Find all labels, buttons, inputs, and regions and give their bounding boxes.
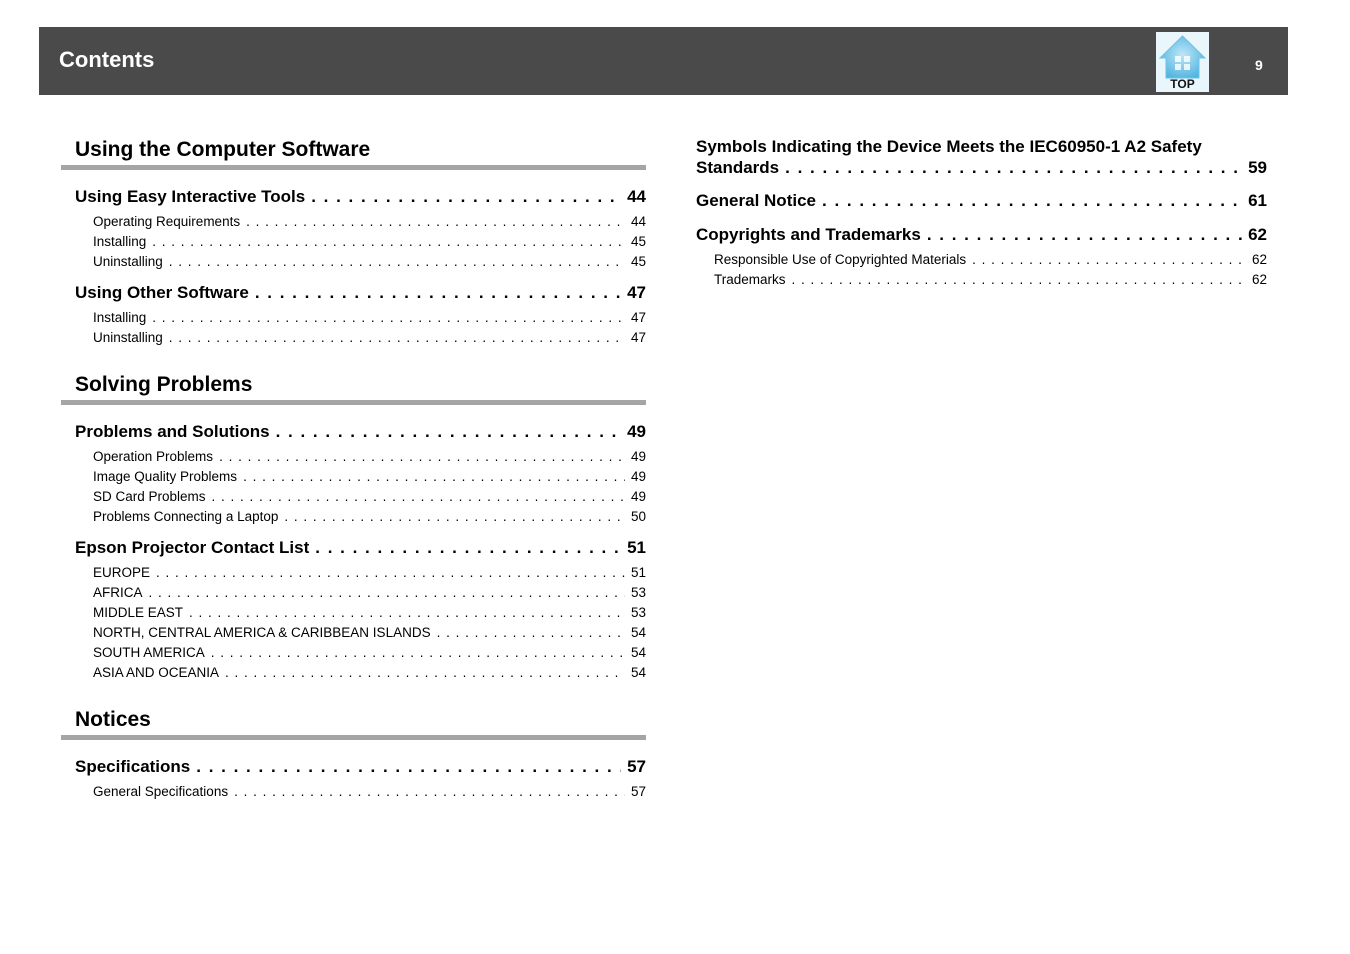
toc-entry-label: Symbols Indicating the Device Meets the IEC60950-1 A2 Safety bbox=[696, 137, 1202, 156]
leader-dots bbox=[276, 421, 621, 443]
toc-subentry-page: 57 bbox=[630, 784, 646, 799]
toc-subentry-page: 53 bbox=[630, 585, 646, 600]
toc-entry-label: Copyrights and Trademarks bbox=[696, 225, 921, 244]
toc-left-column bbox=[61, 137, 646, 826]
toc-subentry[interactable] bbox=[75, 643, 646, 663]
leader-dots bbox=[785, 157, 1242, 178]
toc-subentry[interactable] bbox=[75, 308, 646, 328]
toc-subentry-label: Trademarks bbox=[714, 272, 786, 287]
toc-entry-label-continued: Standards bbox=[696, 158, 780, 177]
toc-entry-label: General Notice bbox=[696, 191, 816, 210]
top-button[interactable] bbox=[1156, 32, 1209, 92]
toc-subentry-label: General Specifications bbox=[93, 784, 229, 799]
toc-entry-label: Specifications bbox=[75, 757, 191, 776]
toc-subentry-page: 50 bbox=[630, 509, 646, 524]
toc-subentry-label: Problems Connecting a Laptop bbox=[93, 509, 279, 524]
toc-section bbox=[61, 707, 646, 802]
toc-group bbox=[75, 282, 646, 348]
toc-subentry-label: SOUTH AMERICA bbox=[93, 645, 205, 660]
leader-dots bbox=[149, 583, 625, 603]
leader-dots bbox=[169, 328, 625, 348]
leader-dots bbox=[311, 186, 621, 208]
toc-subentry-label: Uninstalling bbox=[93, 254, 163, 269]
leader-dots bbox=[152, 232, 625, 252]
toc-subentry[interactable] bbox=[75, 447, 646, 467]
toc-entry-page: 62 bbox=[1248, 225, 1267, 244]
toc-entry-label: Using Easy Interactive Tools bbox=[75, 187, 306, 206]
toc-subentry-label: Responsible Use of Copyrighted Materials bbox=[714, 252, 967, 267]
toc-subentry-page: 54 bbox=[630, 625, 646, 640]
toc-subentry-page: 62 bbox=[1251, 272, 1267, 287]
toc-entry[interactable] bbox=[75, 756, 646, 778]
toc-entry-label: Using Other Software bbox=[75, 283, 249, 302]
toc-subentry-label: NORTH, CENTRAL AMERICA & CARIBBEAN ISLANDS bbox=[93, 625, 431, 640]
toc-entry-label: Problems and Solutions bbox=[75, 422, 270, 441]
leader-dots bbox=[972, 250, 1246, 270]
leader-dots bbox=[196, 756, 621, 778]
toc-subentry[interactable] bbox=[75, 232, 646, 252]
toc-subentry[interactable] bbox=[75, 583, 646, 603]
toc-entry[interactable] bbox=[75, 537, 646, 559]
toc-subentry[interactable] bbox=[75, 782, 646, 802]
section-title: Using the Computer Software bbox=[61, 137, 646, 170]
toc-section bbox=[61, 372, 646, 683]
toc-subentry[interactable] bbox=[696, 270, 1267, 290]
toc-group bbox=[696, 224, 1267, 290]
toc-subentry-label: EUROPE bbox=[93, 565, 151, 580]
toc-entry[interactable] bbox=[696, 136, 1267, 178]
leader-dots bbox=[152, 308, 625, 328]
toc-group bbox=[75, 421, 646, 527]
toc-subentry-label: MIDDLE EAST bbox=[93, 605, 184, 620]
section-title: Notices bbox=[61, 707, 646, 740]
page-header bbox=[39, 27, 1288, 95]
toc-subentry[interactable] bbox=[75, 507, 646, 527]
leader-dots bbox=[246, 212, 625, 232]
toc-entry[interactable] bbox=[696, 190, 1267, 212]
toc-subentry-label: ASIA AND OCEANIA bbox=[93, 665, 220, 680]
toc-subentry[interactable] bbox=[75, 487, 646, 507]
top-button-label: TOP bbox=[1170, 77, 1195, 91]
toc-entry-page: 49 bbox=[627, 422, 646, 441]
toc-subentry[interactable] bbox=[75, 212, 646, 232]
toc-entry-page: 44 bbox=[627, 187, 646, 206]
leader-dots bbox=[189, 603, 625, 623]
toc-group bbox=[75, 537, 646, 683]
toc-subentry-page: 47 bbox=[630, 310, 646, 325]
toc-subentry-page: 51 bbox=[630, 565, 646, 580]
toc-entry[interactable] bbox=[75, 282, 646, 304]
toc-entry-page: 47 bbox=[627, 283, 646, 302]
toc-subentry-page: 49 bbox=[630, 469, 646, 484]
page-number: 9 bbox=[1255, 57, 1263, 73]
toc-subentry-label: AFRICA bbox=[93, 585, 143, 600]
toc-subentry-label: SD Card Problems bbox=[93, 489, 206, 504]
toc-entry[interactable] bbox=[75, 421, 646, 443]
toc-subentry-page: 49 bbox=[630, 449, 646, 464]
section-title: Solving Problems bbox=[61, 372, 646, 405]
toc-subentry-page: 54 bbox=[630, 665, 646, 680]
leader-dots bbox=[792, 270, 1246, 290]
toc-subentry-page: 45 bbox=[630, 254, 646, 269]
leader-dots bbox=[219, 447, 625, 467]
toc-entry[interactable] bbox=[75, 186, 646, 208]
toc-subentry-page: 54 bbox=[630, 645, 646, 660]
toc-right-column bbox=[696, 136, 1267, 290]
leader-dots bbox=[234, 782, 625, 802]
toc-group bbox=[75, 756, 646, 802]
toc-subentry-page: 62 bbox=[1251, 252, 1267, 267]
toc-subentry-label: Uninstalling bbox=[93, 330, 163, 345]
toc-subentry-label: Image Quality Problems bbox=[93, 469, 238, 484]
toc-subentry-page: 47 bbox=[630, 330, 646, 345]
leader-dots bbox=[822, 190, 1242, 212]
toc-subentry-label: Installing bbox=[93, 310, 147, 325]
leader-dots bbox=[255, 282, 621, 304]
leader-dots bbox=[169, 252, 625, 272]
toc-subentry-page: 44 bbox=[630, 214, 646, 229]
toc-subentry-page: 45 bbox=[630, 234, 646, 249]
page-title: Contents bbox=[59, 47, 155, 72]
leader-dots bbox=[315, 537, 621, 559]
leader-dots bbox=[284, 507, 625, 527]
toc-entry-page: 57 bbox=[627, 757, 646, 776]
leader-dots bbox=[437, 623, 625, 643]
toc-entry-label: Epson Projector Contact List bbox=[75, 538, 310, 557]
toc-subentry-label: Operation Problems bbox=[93, 449, 214, 464]
toc-subentry[interactable] bbox=[75, 623, 646, 643]
toc-subentry-page: 49 bbox=[630, 489, 646, 504]
leader-dots bbox=[225, 663, 625, 683]
leader-dots bbox=[927, 224, 1242, 246]
leader-dots bbox=[243, 467, 625, 487]
toc-subentry-label: Installing bbox=[93, 234, 147, 249]
toc-subentry-label: Operating Requirements bbox=[93, 214, 241, 229]
toc-subentry[interactable] bbox=[75, 467, 646, 487]
toc-group bbox=[75, 186, 646, 272]
toc-subentry[interactable] bbox=[75, 252, 646, 272]
toc-section bbox=[61, 137, 646, 348]
toc-entry-page: 51 bbox=[627, 538, 646, 557]
toc-entry[interactable] bbox=[696, 224, 1267, 246]
toc-entry-page: 61 bbox=[1248, 191, 1267, 210]
toc-entry-page: 59 bbox=[1248, 158, 1267, 177]
leader-dots bbox=[212, 487, 625, 507]
toc-subentry[interactable] bbox=[75, 328, 646, 348]
toc-subentry[interactable] bbox=[75, 563, 646, 583]
toc-subentry-page: 53 bbox=[630, 605, 646, 620]
toc-subentry[interactable] bbox=[75, 663, 646, 683]
leader-dots bbox=[211, 643, 625, 663]
toc-subentry[interactable] bbox=[75, 603, 646, 623]
leader-dots bbox=[156, 563, 625, 583]
toc-subentry[interactable] bbox=[696, 250, 1267, 270]
